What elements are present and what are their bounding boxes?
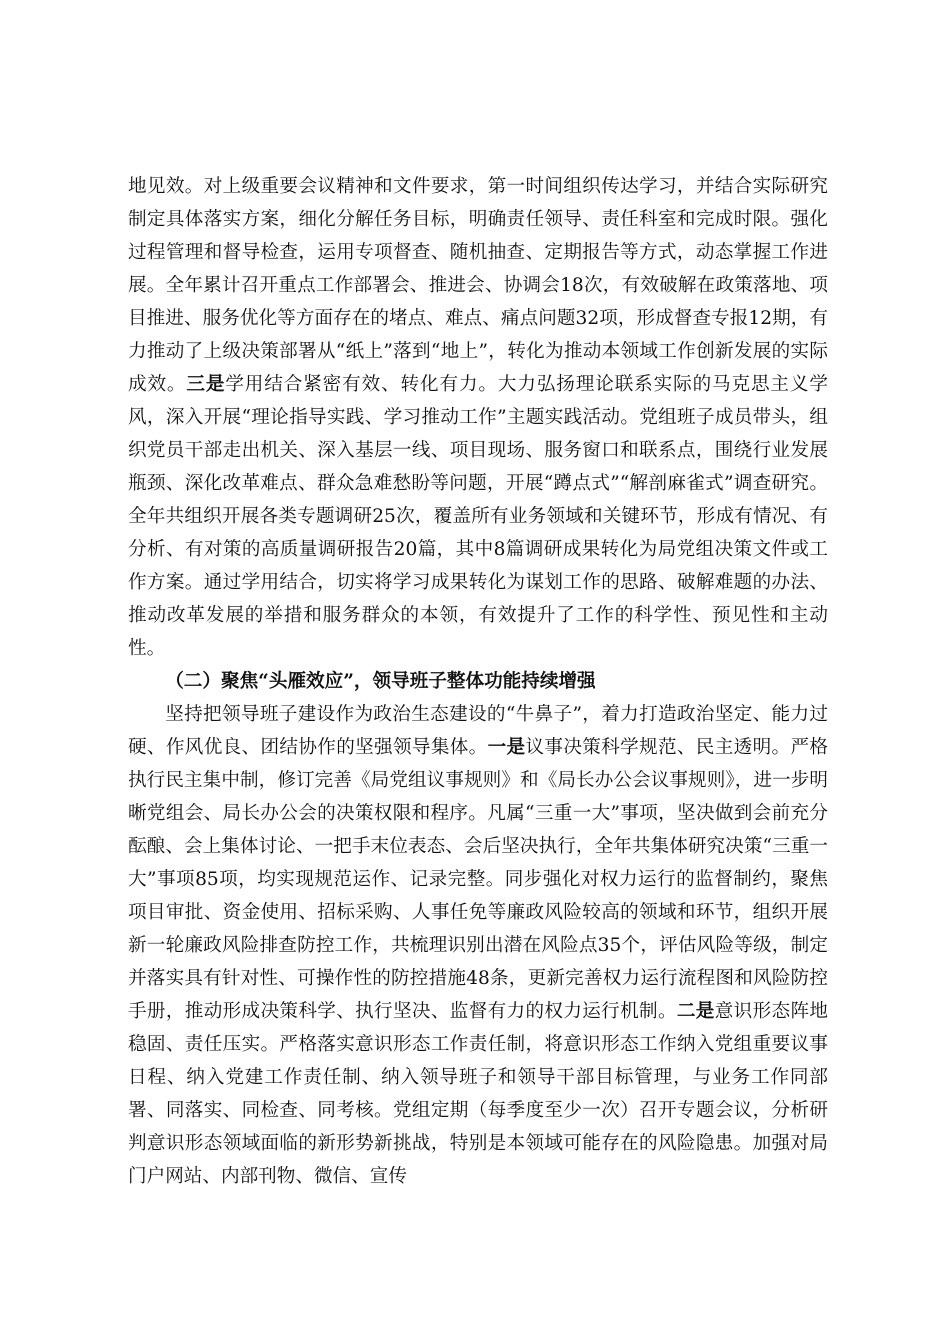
paragraph-2 (128, 698, 828, 1193)
paragraph-1-text-c: 学用结合紧密有效、转化有力。大力弘扬理论联系实际的马克思主义学风，深入开展“理论指导实践、学习推动工作”主题实践活动。党组班子成员带头，组织党员干部走出机关、深入基层一线、项目现场、服务窗口和联系点，围绕行业发展瓶颈、深化改革难点、群众急难愁盼等问题，开展“蹲点式”“解剖麻雀式”调查研究。全年共组织开展各类专题调研25次，覆盖所有业务领域和关键环节，形成有情况、有分析、有对策的高质量调研报告20篇，其中8篇调研成果转化为局党组决策文件或工作方案。通过学用结合，切实将学习成果转化为谋划工作的思路、破解难题的办法、推动改革发展的举措和服务群众的本领，有效提升了工作的科学性、预见性和主动性。 (128, 374, 828, 659)
paragraph-2-text-c: 议事决策科学规范、民主透明。严格执行民主集中制，修订完善《局党组议事规则》和《局长办公会议事规则》，进一步明晰党组会、局长办公会的决策权限和程序。凡属“三重一大”事项，坚决做到会前充分酝酿、会上集体讨论、一把手末位表态、会后坚决执行，全年共集体研究决策“三重一大”事项85项，均实现规范运作、记录完整。同步强化对权力运行的监督制约，聚焦项目审批、资金使用、招标采购、人事任免等廉政风险较高的领域和环节，组织开展新一轮廉政风险排查防控工作，共梳理识别出潜在风险点35个，评估风险等级，制定并落实具有针对性、可操作性的防控措施48条，更新完善权力运行流程图和风险防控手册，推动形成决策科学、执行坚决、监督有力的权力运行机制。 (128, 737, 828, 1022)
document-page (128, 170, 828, 1193)
paragraph-1-text-a: 地见效。对上级重要会议精神和文件要求，第一时间组织传达学习，并结合实际研究制定具体落实方案，细化分解任务目标，明确责任领导、责任科室和完成时限。强化过程管理和督导检查，运用专项督查、随机抽查、定期报告等方式，动态掌握工作进展。全年累计召开重点工作部署会、推进会、协调会18次，有效破解在政策落地、项目推进、服务优化等方面存在的堵点、难点、痛点问题32项，形成督查专报12期，有力推动了上级决策部署从“纸上”落到“地上”，转化为推动本领域工作创新发展的实际成效。 (128, 176, 828, 395)
paragraph-1-marker-three: 三是 (186, 374, 226, 395)
paragraph-2-text-e: 意识形态阵地稳固、责任压实。严格落实意识形态工作责任制，将意识形态工作纳入党组重要议事日程、纳入党建工作责任制、纳入领导班子和领导干部目标管理，与业务工作同部署、同落实、同检查、同考核。党组定期（每季度至少一次）召开专题会议，分析研判意识形态领域面临的新形势新挑战，特别是本领域可能存在的风险隐患。加强对局门户网站、内部刊物、微信、宣传 (128, 1001, 828, 1187)
section-heading-2: （二）聚焦“头雁效应”，领导班子整体功能持续增强 (165, 671, 596, 692)
paragraph-1 (128, 170, 828, 665)
paragraph-2-marker-one: 一是 (487, 737, 526, 758)
paragraph-2-marker-two: 二是 (676, 1001, 715, 1022)
paragraph-2-text-a: 坚持把领导班子建设作为政治生态建设的“牛鼻子”，着力打造政治坚定、能力过硬、作风优良、团结协作的坚强领导集体。 (128, 704, 828, 758)
